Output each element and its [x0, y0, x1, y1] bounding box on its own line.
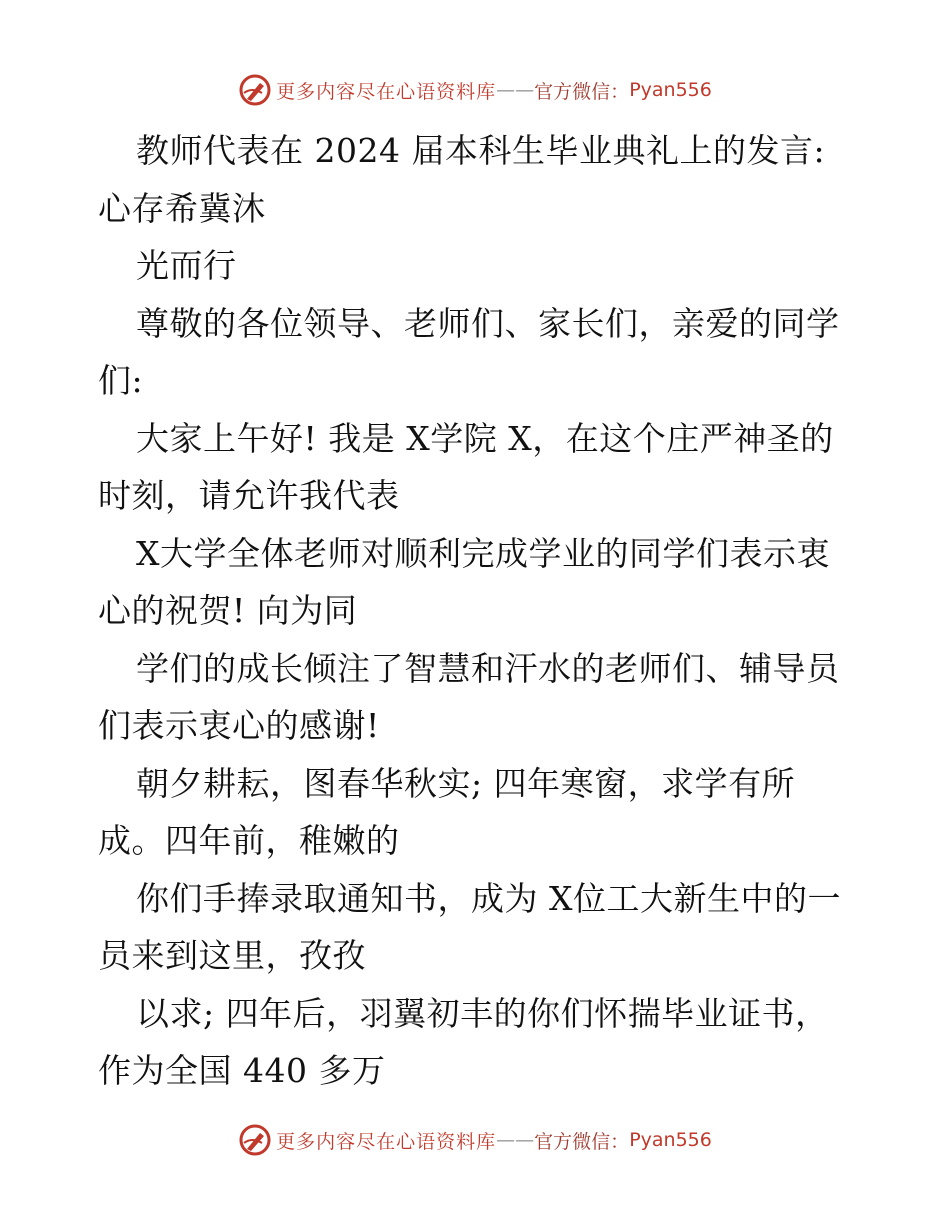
body-paragraph: 朝夕耕耘，图春华秋实; 四年寒窗，求学有所成。四年前，稚嫩的	[98, 763, 796, 860]
body-paragraph: 大家上午好! 我是 X学院 X，在这个庄严神圣的时刻，请允许我代表	[98, 418, 834, 515]
body-paragraph: 以求; 四年后，羽翼初丰的你们怀揣毕业证书，作为全国 440 多万	[98, 993, 829, 1090]
pen-logo-icon	[238, 73, 272, 107]
footer-watermark-banner	[0, 1120, 950, 1160]
banner-main-text: 更多内容尽在心语资料库	[276, 80, 497, 103]
salutation: 尊敬的各位领导、老师们、家长们，亲爱的同学们:	[98, 303, 840, 400]
banner-wechat-label: 官方微信：	[534, 1130, 630, 1153]
banner-dash: ——	[496, 1129, 535, 1151]
pen-logo-icon	[238, 1123, 272, 1157]
banner-wechat-id: Pyan556	[629, 79, 712, 101]
header-watermark-banner	[0, 70, 950, 110]
document-body	[98, 122, 858, 1100]
body-paragraph: X大学全体老师对顺利完成学业的同学们表示衷心的祝贺! 向为同	[98, 533, 830, 630]
body-paragraph: 你们手捧录取通知书，成为 X位工大新生中的一员来到这里，孜孜	[98, 878, 841, 975]
banner-dash: ——	[496, 79, 535, 101]
banner-main-text: 更多内容尽在心语资料库	[276, 1130, 497, 1153]
banner-wechat-label: 官方微信：	[534, 80, 630, 103]
document-title-continued: 光而行	[136, 246, 237, 285]
banner-wechat-id: Pyan556	[629, 1129, 712, 1151]
document-title: 教师代表在 2024 届本科生毕业典礼上的发言:心存希冀沐	[98, 131, 826, 228]
body-paragraph: 学们的成长倾注了智慧和汗水的老师们、辅导员们表示衷心的感谢!	[98, 648, 840, 745]
